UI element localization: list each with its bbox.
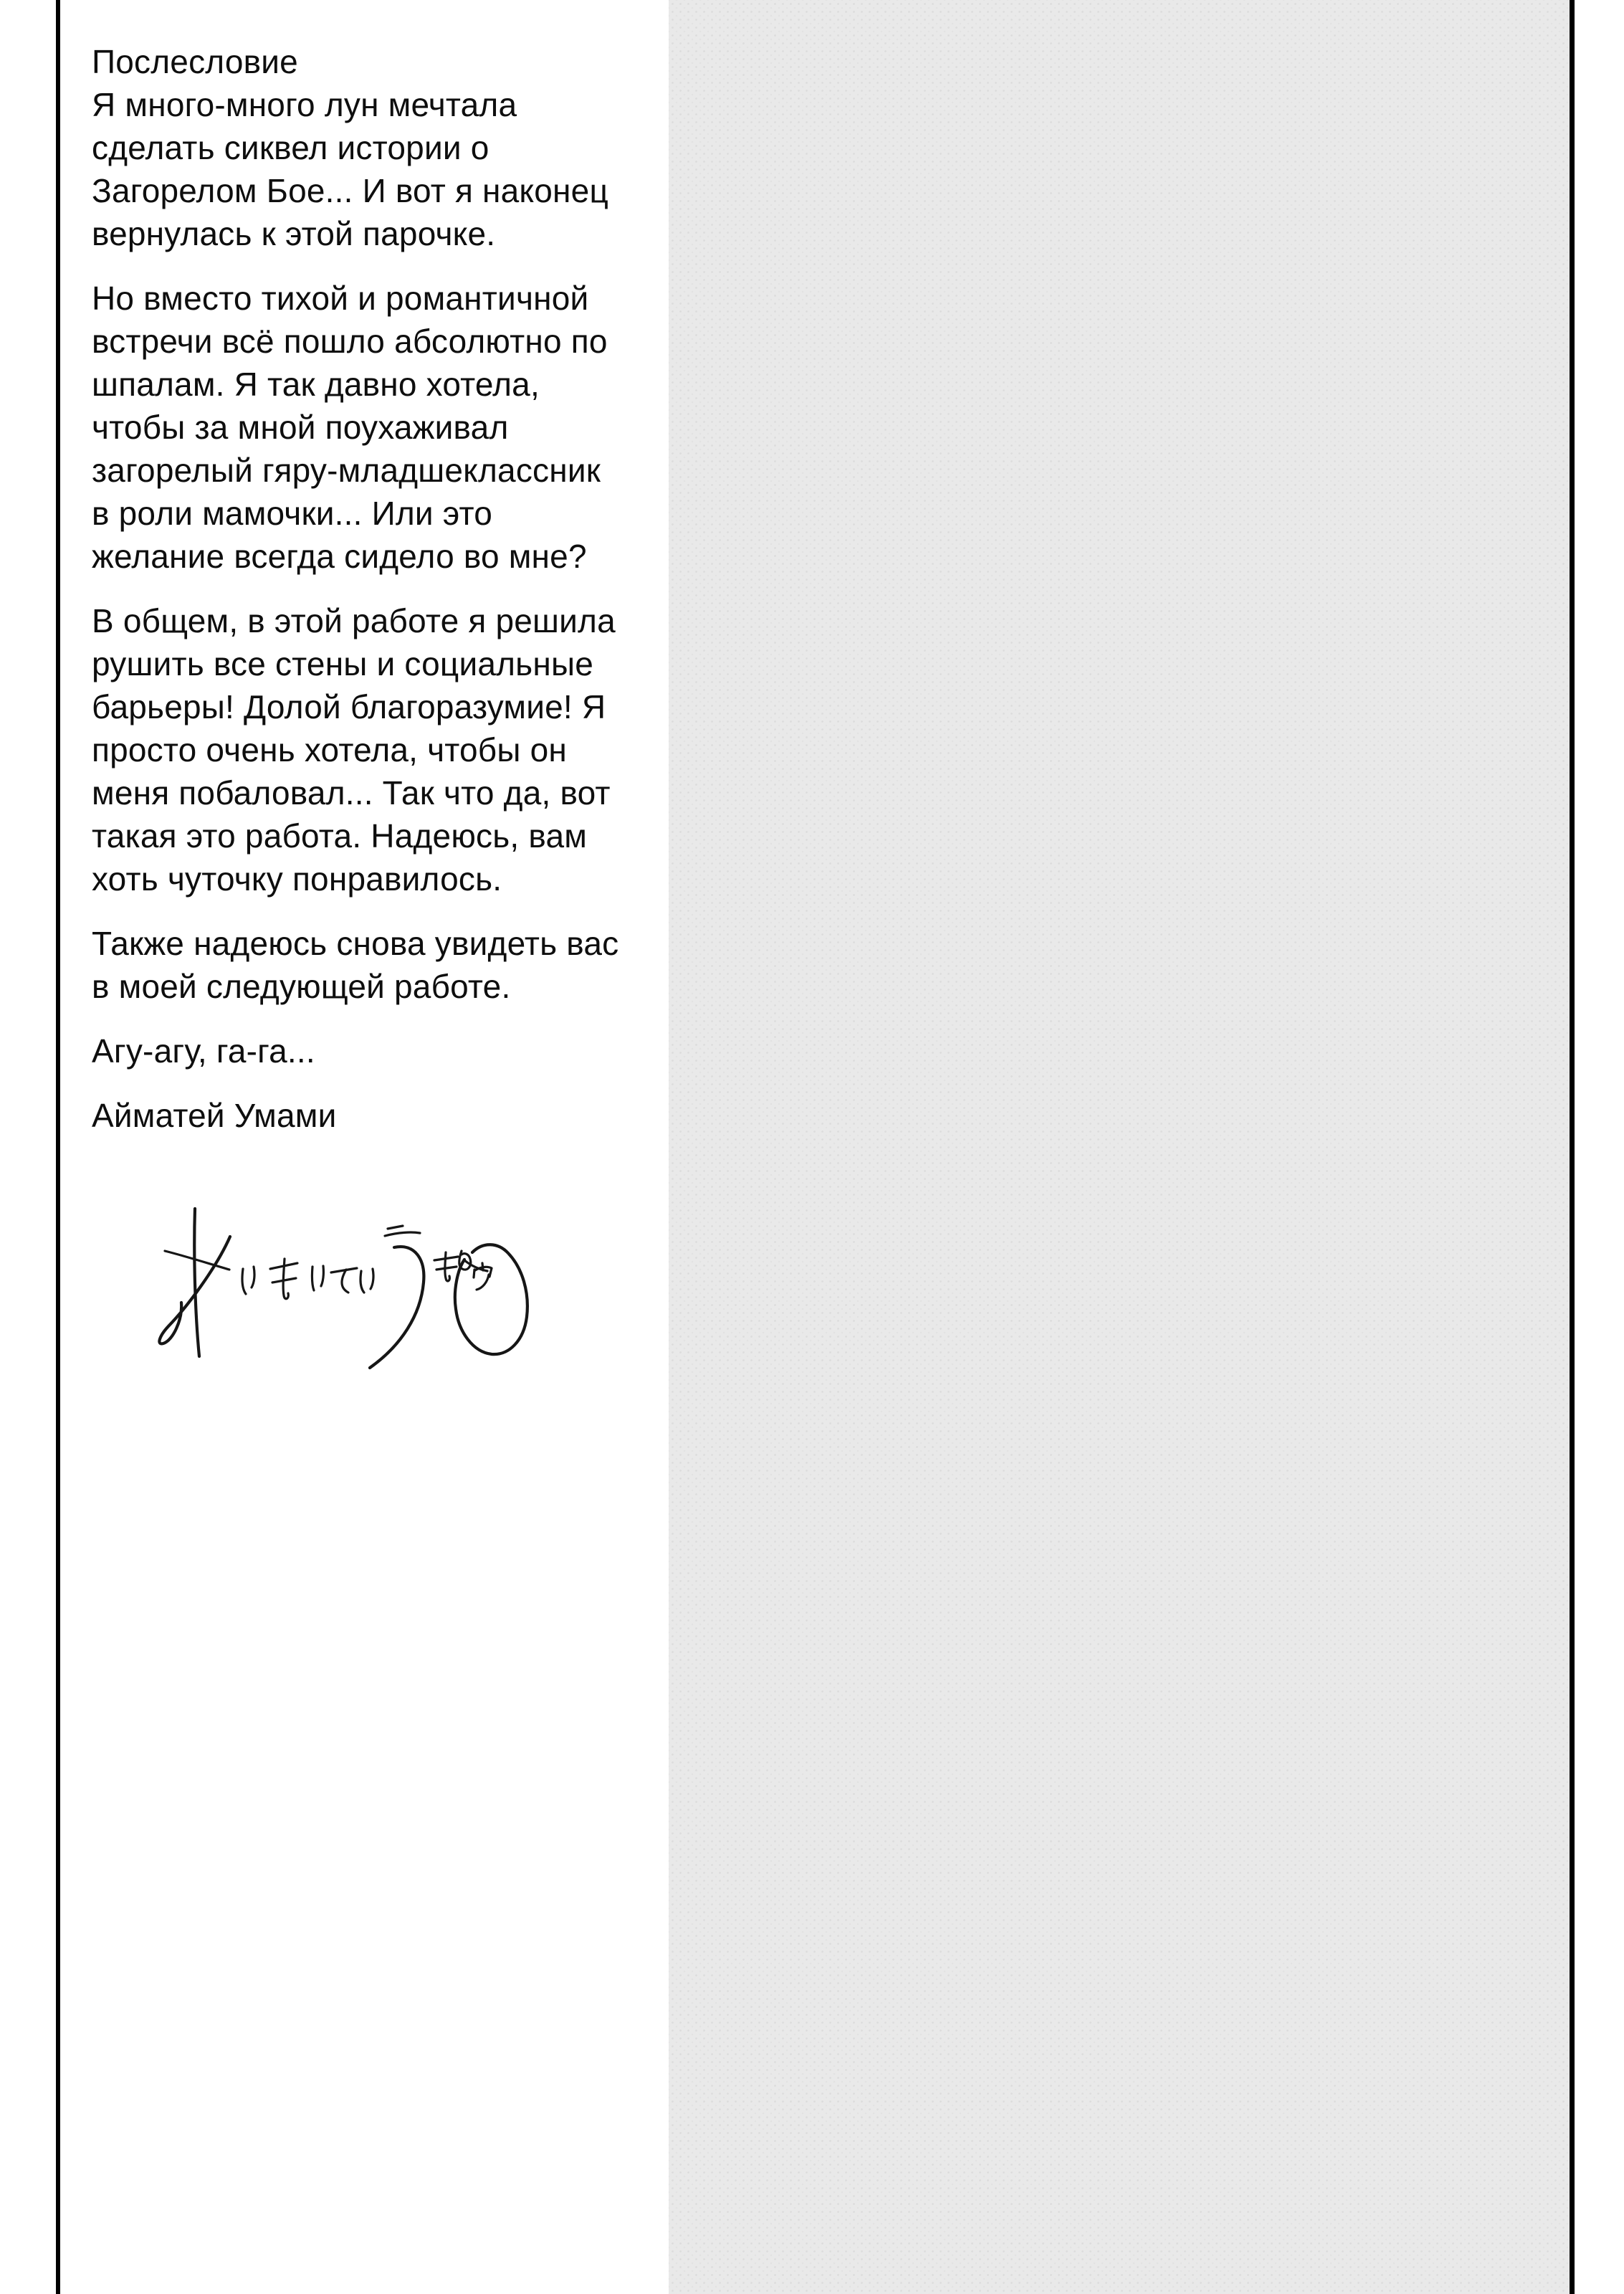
text-line: В общем, в этой работе я решила (92, 602, 616, 639)
right-border-rule (1570, 0, 1575, 2294)
text-line: в моей следующей работе. (92, 968, 511, 1005)
text-line: хоть чуточку понравилось. (92, 860, 502, 898)
left-border-rule (56, 0, 60, 2294)
text-line: встречи всё пошло абсолютно по (92, 323, 608, 360)
text-line: в роли мамочки... Или это (92, 495, 492, 532)
afterword-text-block (92, 40, 694, 1137)
text-line: загорелый гяру-младшеклассник (92, 452, 601, 489)
text-line: желание всегда сидело во мне? (92, 538, 587, 575)
paragraph (92, 599, 694, 900)
text-line: чтобы за мной поухаживал (92, 409, 509, 446)
text-line: барьеры! Долой благоразумие! Я (92, 688, 606, 725)
paragraph (92, 277, 694, 578)
text-line: Я много-много лун мечтала (92, 86, 517, 123)
text-line: шпалам. Я так давно хотела, (92, 366, 540, 403)
afterword-paragraphs (92, 83, 694, 1137)
text-line: просто очень хотела, чтобы он (92, 731, 567, 768)
paragraph (92, 1029, 694, 1072)
artist-signature-handwriting (129, 1183, 573, 1405)
text-line: вернулась к этой парочке. (92, 215, 496, 252)
text-line: Агу-агу, га-га... (92, 1032, 315, 1070)
paragraph (92, 922, 694, 1008)
paragraph (92, 1094, 694, 1137)
paragraph (92, 83, 694, 255)
text-line: Но вместо тихой и романтичной (92, 280, 589, 317)
text-line: рушить все стены и социальные (92, 645, 594, 682)
text-line: Загорелом Бое... И вот я наконец (92, 172, 608, 209)
text-line: такая это работа. Надеюсь, вам (92, 817, 588, 855)
afterword-title: Послесловие (92, 43, 298, 80)
screentone-panel (669, 0, 1570, 2294)
text-line: Айматей Умами (92, 1097, 337, 1134)
text-line: Также надеюсь снова увидеть вас (92, 925, 619, 962)
text-line: сделать сиквел истории о (92, 129, 489, 166)
text-line: меня побаловал... Так что да, вот (92, 774, 611, 812)
